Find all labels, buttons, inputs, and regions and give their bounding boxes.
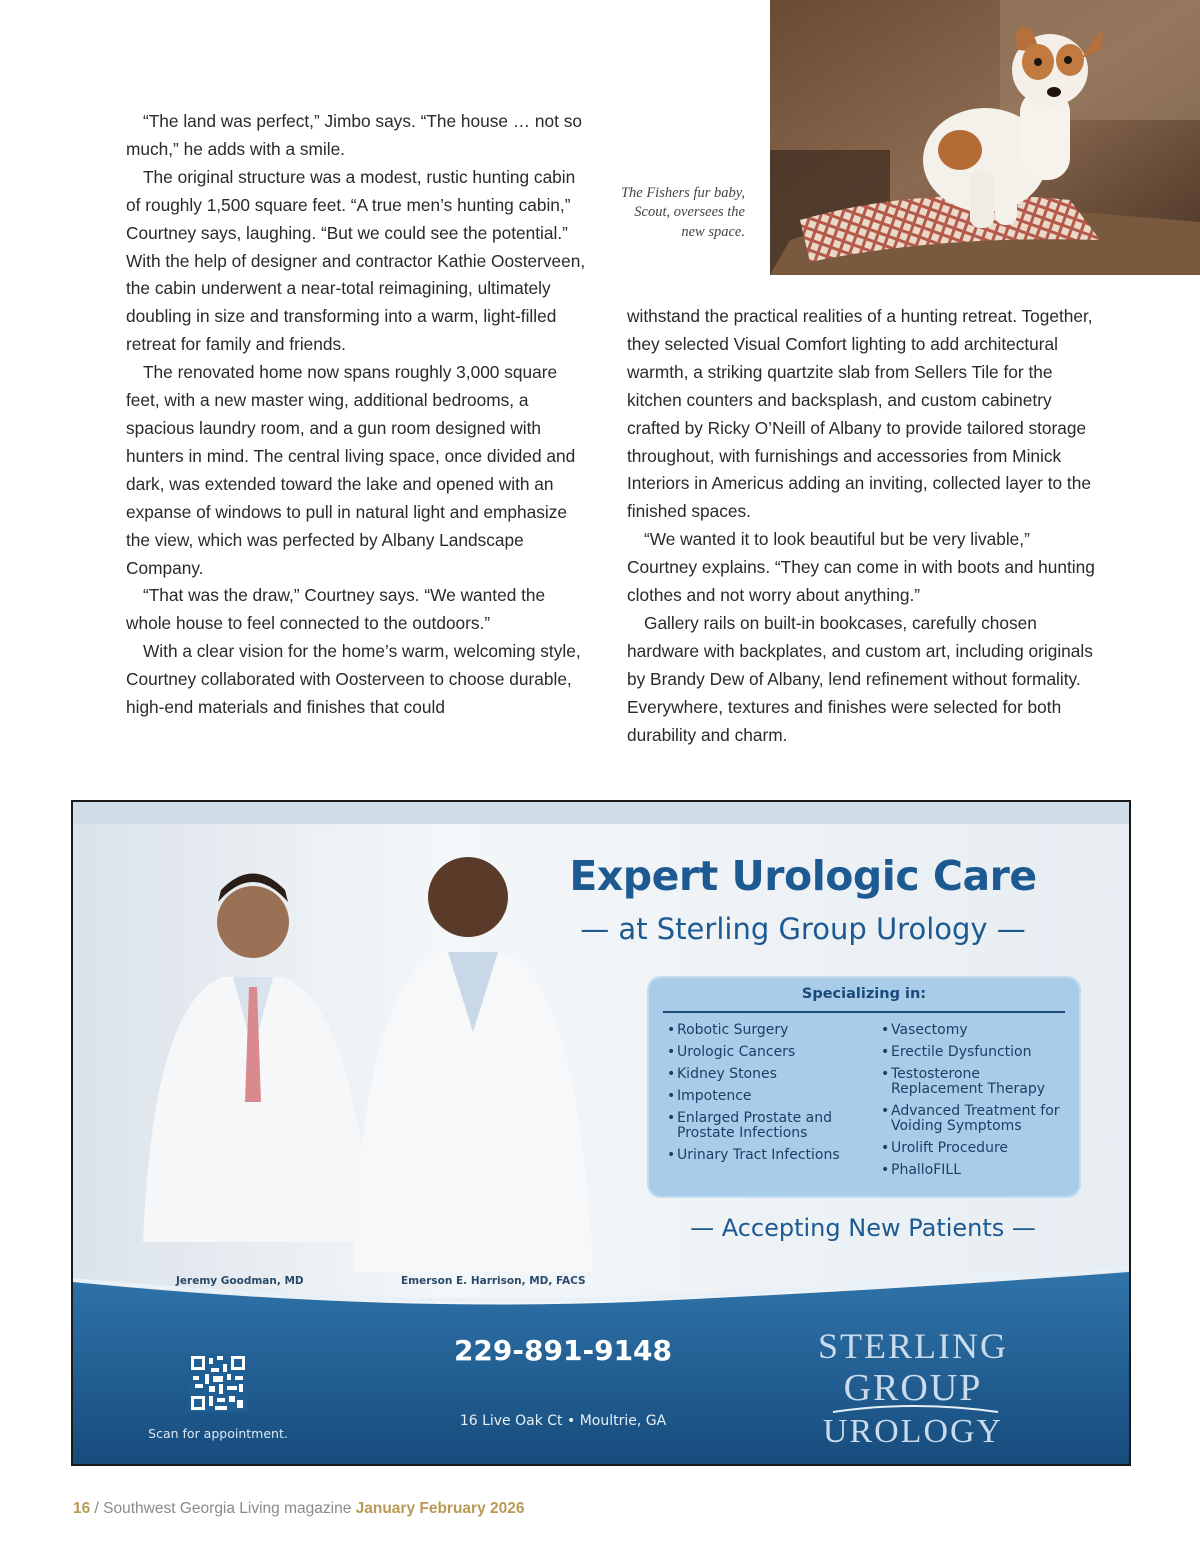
doctor-name: Emerson E. Harrison, MD, FACS [401,1275,586,1287]
address: 16 Live Oak Ct • Moultrie, GA [459,1413,667,1429]
list-item: • Robotic Surgery [667,1023,877,1038]
dog-photo [770,0,1200,275]
divider [663,1011,1065,1013]
ad-title: Expert Urologic Care [569,852,1037,900]
article-paragraph: “We wanted it to look beautiful but be very livable,” Courtney explains. “They can come in with boots and hunting clothes and not worry about anything.” [627,529,1095,606]
urology-advertisement[interactable] [71,800,1131,1466]
list-item: • Erectile Dysfunction [881,1045,1071,1060]
logo-line-2: GROUP [843,1367,983,1409]
phone-number[interactable]: 229-891-9148 [453,1334,673,1367]
scan-caption: Scan for appointment. [148,1426,288,1441]
article-paragraph: Gallery rails on built-in bookcases, carefully chosen hardware with backplates, and custom art, including originals by Brandy Dew of Albany, lend refinement without formality. Everywhere, textures and finishes were selected for both durability and charm. [627,612,1093,745]
specialties-title: Specializing in: [801,986,927,1002]
list-item: • Testosterone Replacement Therapy [881,1067,1071,1097]
list-item: • Advanced Treatment for Voiding Symptoms [881,1104,1071,1134]
article-column-right [627,303,1097,750]
ad-subtitle: — at Sterling Group Urology — [580,912,1026,946]
article-paragraph: withstand the practical realities of a hunting retreat. Together, they selected Visual Comfort lighting to add architectural warmth, a striking quartzite slab from Sellers Tile for the kitchen counters and backsplash, and custom cabinetry crafted by Ricky O’Neill of Albany to provide tailored storage throughout, with furnishings and accessories from Minick Interiors in Americus adding an inviting, collected layer to the finished spaces. [627,306,1093,522]
doctor-name: Jeremy Goodman, MD [176,1275,304,1287]
page-footer [73,1500,525,1518]
article-paragraph: The original structure was a modest, rustic hunting cabin of roughly 1,500 square feet. “A true men’s hunting cabin,” Courtney says, laughing. “But we could see the potential.” With the help of designer and contractor Kathie Oosterveen, the cabin underwent a near-total reimagining, ultimately doubling in size and transforming into a warm, light-filled retreat for family and friends. [126,166,586,355]
article-paragraph: With a clear vision for the home’s warm, welcoming style, Courtney collaborated with Oosterveen to choose durable, high-end materials and finishes that could [126,641,581,718]
photo-caption: The Fishers fur baby, Scout, oversees the new space. [620,185,745,240]
list-item: • Vasectomy [881,1023,1071,1038]
footer-separator: / [90,1500,104,1517]
logo-line-1: STERLING [818,1326,1008,1366]
logo-line-3: UROLOGY [822,1413,1004,1450]
services-list-left [667,1023,877,1170]
list-item: • Enlarged Prostate and Prostate Infections [667,1111,877,1141]
list-item: • PhalloFILL [881,1163,1071,1178]
specialties-box [647,976,1081,1198]
list-item: • Urologic Cancers [667,1045,877,1060]
services-list-right [881,1023,1071,1185]
issue-date: January February 2026 [355,1500,525,1517]
accepting-patients-text: — Accepting New Patients — [690,1214,1036,1242]
sterling-group-urology-logo [813,1320,1013,1450]
page-number: 16 [73,1500,91,1517]
publication-name: Southwest Georgia Living magazine [103,1500,356,1517]
list-item: • Impotence [667,1089,877,1104]
qr-code-icon[interactable] [189,1354,247,1412]
article-paragraph: The renovated home now spans roughly 3,000 square feet, with a new master wing, additional bedrooms, a spacious laundry room, and a gun room designed with hunters in mind. The central living space, once divided and dark, was extended toward the lake and opened with an expanse of windows to pull in natural light and emphasize the view, which was perfected by Albany Landscape Company. [126,362,576,578]
article-paragraph: “The land was perfect,” Jimbo says. “The house … not so much,” he adds with a smile. [126,111,582,159]
list-item: • Kidney Stones [667,1067,877,1082]
list-item: • Urinary Tract Infections [667,1148,877,1163]
list-item: • Urolift Procedure [881,1141,1071,1156]
article-paragraph: “That was the draw,” Courtney says. “We wanted the whole house to feel connected to the outdoors.” [126,585,546,634]
article-column-left [126,108,588,722]
